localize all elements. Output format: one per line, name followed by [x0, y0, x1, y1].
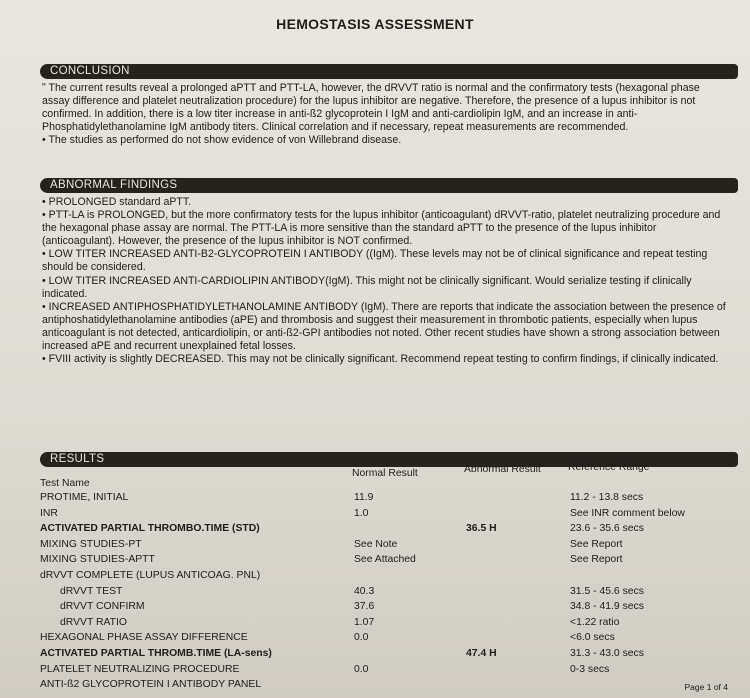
test-name-cell: dRVVT RATIO: [60, 616, 127, 628]
abnormal-header: ABNORMAL FINDINGS: [50, 179, 178, 191]
conclusion-paragraph: • The studies as performed do not show evidence of von Willebrand disease.: [42, 134, 402, 147]
table-row: [40, 601, 740, 617]
test-name-cell: dRVVT TEST: [60, 585, 123, 597]
table-row: [40, 586, 740, 602]
abnormal-result-cell: 36.5 H: [466, 523, 497, 535]
normal-result-cell: 0.0: [354, 663, 369, 675]
table-row: [40, 492, 740, 508]
abnormal-result-cell: 47.4 H: [466, 648, 497, 659]
normal-result-cell: See Attached: [354, 554, 416, 566]
reference-range-cell: See INR comment below: [570, 507, 685, 519]
test-name-cell: HEXAGONAL PHASE ASSAY DIFFERENCE: [40, 632, 248, 644]
finding-item: • LOW TITER INCREASED ANTI-B2-GLYCOPROTEIN I ANTIBODY ((IgM). These levels may not be of clinical significance and repeat testing should be considered.: [42, 248, 708, 274]
finding-item: • PTT-LA is PROLONGED, but the more confirmatory tests for the lupus inhibitor (anticoagulant) dRVVT-ratio, platelet neutralizing procedure and the hexagonal phase assay are normal. The PTT-LA is more sensitive than the standard aPTT to the presence of the lupus inhibitor (anticoagulant). However, the presence of the lupus inhibitor is NOT confirmed.: [42, 209, 721, 248]
table-row: [40, 570, 740, 586]
test-name-cell: INR: [40, 507, 58, 519]
page-number: Page 1 of 4: [684, 682, 728, 692]
normal-result-cell: 40.3: [354, 585, 375, 597]
conclusion-paragraph: ʺ The current results reveal a prolonged aPTT and PTT-LA, however, the dRVVT ratio is normal and the confirmatory tests (hexagonal phase assay difference and platelet neutralization procedure) for the lupus inhibitor are negative. Therefore, the presence of a lupus inhibitor is not confirmed. In addition, there is a low titer increase in anti-ß2 glycoprotein I IgM and anti-cardiolipin IgM, and an increase in anti-Phosphatidylethanolamine IgM antibody titers. Clinical correlation and if necessary, repeat measurements are recommended.: [42, 82, 700, 134]
test-name-cell: ANTI-ß2 GLYCOPROTEIN I ANTIBODY PANEL: [40, 679, 262, 691]
table-row: [40, 664, 740, 680]
abnormal-findings-text: [42, 196, 728, 366]
reference-range-cell: 0-3 secs: [570, 663, 610, 675]
test-name-cell: dRVVT COMPLETE (LUPUS ANTICOAG. PNL): [40, 570, 261, 581]
table-row: [40, 617, 740, 633]
reference-range-cell: See Report: [570, 538, 623, 550]
normal-result-cell: 1.07: [354, 616, 375, 628]
normal-result-cell: 37.6: [354, 601, 375, 613]
finding-item: • INCREASED ANTIPHOSPHATIDYLETHANOLAMINE ANTIBODY (IgM). There are reports that indicate the association between the presence of antiphoshatidylethanolamine antibodies (aPE) and thrombosis and suggest their measurement in thrombotic patients, especially when lupus anticoagulant is not detected, anticardiolipin, or anti-ß2-GPI antibodies not noted. Other recent studies have shown a strong association between increased aPE and recurrent unexplained fetal losses.: [42, 300, 726, 353]
normal-result-cell: 1.0: [354, 507, 369, 519]
col-test-name: Test Name: [40, 478, 90, 489]
table-row: [40, 539, 740, 555]
table-row: [40, 648, 740, 664]
normal-result-cell: 11.9: [354, 492, 374, 503]
col-reference-range: Reference Range: [568, 462, 650, 473]
reference-range-cell: 31.5 - 45.6 secs: [570, 585, 644, 597]
conclusion-text: [42, 82, 728, 147]
reference-range-cell: See Report: [570, 554, 623, 566]
test-name-cell: MIXING STUDIES-APTT: [40, 554, 155, 566]
table-row: [40, 523, 740, 539]
test-name-cell: MIXING STUDIES-PT: [40, 538, 142, 550]
reference-range-cell: <6.0 secs: [570, 632, 615, 644]
col-normal-result: Normal Result: [352, 468, 418, 479]
test-name-cell: ACTIVATED PARTIAL THROMBO.TIME (STD): [40, 523, 260, 535]
table-row: [40, 679, 740, 695]
table-row: [40, 632, 740, 648]
reference-range-cell: 23.6 - 35.6 secs: [570, 523, 644, 535]
reference-range-cell: 34.8 - 41.9 secs: [570, 601, 644, 613]
abnormal-header-bar: [40, 178, 738, 193]
normal-result-cell: See Note: [354, 538, 398, 550]
finding-item: • PROLONGED standard aPTT.: [42, 196, 192, 208]
reference-range-cell: <1.22 ratio: [570, 616, 620, 628]
table-row: [40, 554, 740, 570]
normal-result-cell: 0.0: [354, 632, 369, 644]
col-abnormal-result: Abnormal Result: [464, 464, 541, 475]
test-name-cell: PLATELET NEUTRALIZING PROCEDURE: [40, 663, 240, 675]
conclusion-header: CONCLUSION: [50, 65, 130, 77]
finding-item: • LOW TITER INCREASED ANTI-CARDIOLIPIN ANTIBODY(IgM). This might not be clinically significant. Would serialize testing if clinically indicated.: [42, 274, 692, 300]
test-name-cell: PROTIME, INITIAL: [40, 492, 129, 503]
reference-range-cell: 31.3 - 43.0 secs: [570, 648, 644, 659]
results-header: RESULTS: [50, 453, 105, 465]
conclusion-header-bar: [40, 64, 738, 79]
table-row: [40, 508, 740, 524]
test-name-cell: dRVVT CONFIRM: [60, 601, 145, 613]
test-name-cell: ACTIVATED PARTIAL THROMB.TIME (LA-sens): [40, 648, 272, 659]
report-title: HEMOSTASIS ASSESSMENT: [276, 16, 474, 32]
finding-item: • FVIII activity is slightly DECREASED. This may not be clinically significant. Recommend repeat testing to confirm findings, if clinically indicated.: [42, 353, 719, 366]
results-table: [40, 462, 740, 698]
reference-range-cell: 11.2 - 13.8 secs: [570, 492, 644, 503]
